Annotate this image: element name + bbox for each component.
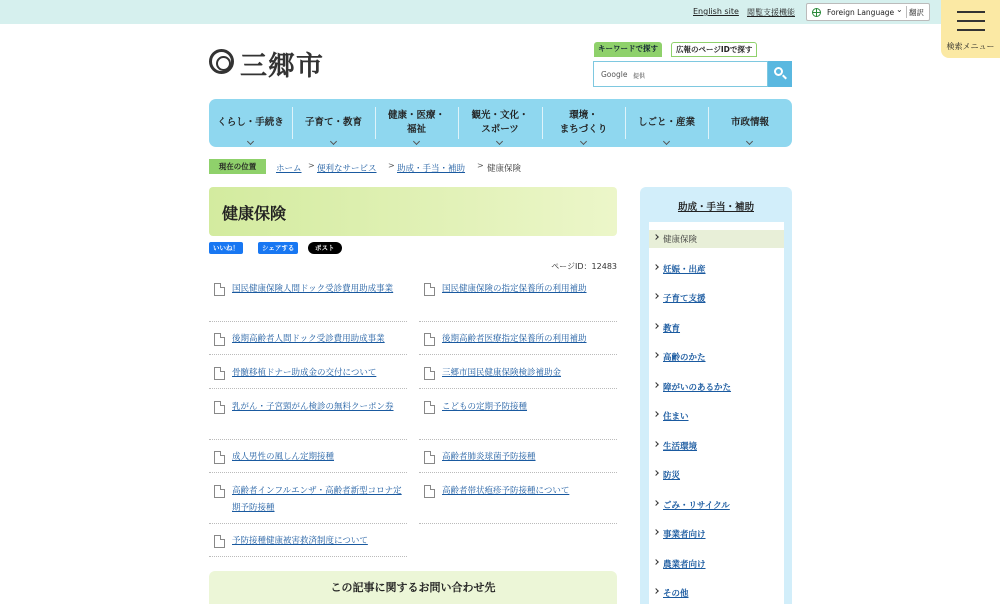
nav-label-2: まちづくり (559, 124, 608, 135)
article-link[interactable]: 三郷市国民健康保険検診補助金 (442, 368, 562, 378)
article-link[interactable]: 高齢者インフルエンザ・高齢者新型コロナ定期予防接種 (232, 486, 402, 513)
breadcrumb-badge: 現在の位置 (209, 159, 266, 174)
sidebar-item-pregnancy[interactable] (649, 260, 784, 278)
sidebar-item-label: 障がいのあるかた (663, 383, 732, 393)
article-link[interactable]: 国民健康保険の指定保養所の利用補助 (442, 284, 587, 294)
list-item (419, 365, 617, 389)
tab-pageid-search[interactable]: 広報のページIDで探す (671, 42, 757, 57)
sidebar-item-housing[interactable] (649, 407, 784, 425)
hamburger-icon (957, 11, 985, 13)
article-link[interactable]: 成人男性の風しん定期接種 (232, 452, 335, 462)
document-icon (214, 485, 225, 498)
document-icon (424, 401, 435, 414)
chevron-down-icon (662, 138, 669, 145)
sidebar (640, 187, 792, 604)
chevron-right-icon (653, 382, 659, 388)
list-item (419, 331, 617, 355)
page-title: 健康保険 (222, 204, 287, 223)
chevron-right-icon (653, 470, 659, 476)
city-emblem-icon[interactable] (209, 49, 234, 74)
document-icon (214, 283, 225, 296)
sidebar-item-agriculture[interactable] (649, 555, 784, 573)
sidebar-item-label: 事業者向け (663, 530, 706, 540)
facebook-like-button[interactable]: いいね！ (209, 242, 243, 254)
chevron-right-icon (653, 352, 659, 358)
breadcrumb-separator: > (308, 161, 315, 170)
menu-label: 検索メニュー (946, 42, 995, 51)
sidebar-item-disaster-prevention[interactable] (649, 466, 784, 484)
nav-work[interactable] (625, 99, 708, 147)
chevron-right-icon (653, 411, 659, 417)
breadcrumb-separator: > (477, 161, 484, 170)
chevron-right-icon (653, 293, 659, 299)
nav-health[interactable] (375, 99, 458, 147)
document-icon (424, 283, 435, 296)
list-item (419, 449, 617, 473)
nav-label: しごと・産業 (637, 117, 695, 128)
sidebar-item-recycling[interactable] (649, 496, 784, 514)
search-button[interactable] (768, 61, 792, 87)
article-link[interactable]: 乳がん・子宮頸がん検診の無料クーポン券 (232, 402, 394, 412)
contact-section (209, 571, 617, 604)
chevron-right-icon (653, 323, 659, 329)
search-value: 提供 (633, 73, 646, 80)
facebook-share-button[interactable]: シェアする (258, 242, 298, 254)
document-icon (424, 485, 435, 498)
sidebar-item-living-environment[interactable] (649, 437, 784, 455)
nav-label: 環境・ (569, 110, 598, 121)
breadcrumb-services[interactable]: 便利なサービス (317, 164, 377, 174)
nav-childcare[interactable] (292, 99, 375, 147)
nav-label-2: スポーツ (481, 124, 519, 135)
sidebar-item-label: 農業者向け (663, 560, 706, 570)
list-item (419, 281, 617, 322)
nav-label-2: 福祉 (406, 124, 426, 135)
sidebar-item-label: 生活環境 (663, 442, 698, 452)
chevron-right-icon (653, 529, 659, 535)
search-menu-button[interactable] (941, 0, 1000, 58)
nav-tourism[interactable] (458, 99, 542, 147)
chevron-right-icon (653, 264, 659, 270)
sidebar-item-label: 教育 (663, 324, 681, 334)
article-link[interactable]: こどもの定期予防接種 (442, 402, 528, 412)
breadcrumb-subsidy[interactable]: 助成・手当・補助 (397, 164, 466, 174)
article-link[interactable]: 国民健康保険人間ドック受診費用助成事業 (232, 284, 394, 294)
language-select-label: Foreign Language (827, 8, 895, 17)
list-item (209, 331, 407, 355)
divider (906, 6, 907, 18)
site-logo[interactable]: 三郷市 (240, 51, 324, 82)
chevron-down-icon (746, 138, 753, 145)
list-item (419, 399, 617, 440)
chevron-down-icon (246, 138, 253, 145)
accessibility-link[interactable]: 閲覧支援機能 (747, 8, 795, 17)
nav-city-info[interactable] (708, 99, 792, 147)
list-item (209, 533, 407, 557)
sidebar-item-label: ごみ・リサイクル (663, 501, 730, 511)
chevron-right-icon (653, 441, 659, 447)
translate-button[interactable]: 翻訳 (909, 8, 924, 17)
sidebar-item-elderly[interactable] (649, 348, 784, 366)
document-icon (214, 401, 225, 414)
globe-icon (812, 8, 821, 17)
nav-living[interactable] (209, 99, 292, 147)
global-nav (209, 99, 792, 147)
article-link[interactable]: 後期高齢者医療指定保養所の利用補助 (442, 334, 587, 344)
document-icon (214, 535, 225, 548)
x-post-button[interactable]: ポスト (308, 242, 342, 254)
chevron-down-icon (329, 138, 336, 145)
sidebar-item-childcare[interactable] (649, 289, 784, 307)
list-item (209, 399, 407, 440)
google-label: Google (601, 70, 628, 79)
document-icon (424, 367, 435, 380)
chevron-down-icon: ⌄ (896, 5, 903, 14)
sidebar-item-label: 高齢のかた (663, 353, 706, 363)
sidebar-item-health-insurance[interactable] (649, 230, 784, 248)
breadcrumb-separator: > (388, 161, 395, 170)
sidebar-title[interactable]: 助成・手当・補助 (677, 202, 754, 213)
tab-keyword-search[interactable]: キーワードで探す (594, 42, 662, 57)
chevron-right-icon (653, 588, 659, 594)
page-title-banner (209, 187, 617, 236)
search-input[interactable] (593, 61, 768, 87)
document-icon (214, 333, 225, 346)
chevron-down-icon (412, 138, 419, 145)
chevron-down-icon (579, 138, 586, 145)
nav-label: 健康・医療・ (387, 110, 445, 121)
contact-title: この記事に関するお問い合わせ先 (330, 581, 496, 594)
hamburger-icon-line (957, 29, 985, 31)
language-selector[interactable] (806, 3, 930, 21)
chevron-right-icon (653, 234, 659, 240)
sidebar-item-label: 子育て支援 (663, 294, 706, 304)
chevron-down-icon (496, 138, 503, 145)
nav-label: 観光・文化・ (471, 110, 529, 121)
sidebar-item-label: 妊娠・出産 (663, 265, 706, 275)
article-link[interactable]: 予防接種健康被害救済制度について (232, 536, 368, 546)
sidebar-list (649, 222, 784, 604)
sidebar-item-business[interactable] (649, 525, 784, 543)
article-link[interactable]: 後期高齢者人間ドック受診費用助成事業 (232, 334, 385, 344)
document-icon (424, 333, 435, 346)
sidebar-item-disability[interactable] (649, 378, 784, 396)
list-item (209, 281, 407, 322)
article-link[interactable]: 骨髄移植ドナー助成金の交付について (232, 368, 377, 378)
sidebar-item-label: 住まい (663, 412, 689, 422)
list-item (209, 449, 407, 473)
sidebar-item-label: その他 (663, 589, 689, 599)
list-item (209, 365, 407, 389)
document-icon (214, 367, 225, 380)
breadcrumb-current: 健康保険 (487, 164, 522, 174)
nav-label: 子育て・教育 (304, 117, 362, 128)
sidebar-item-education[interactable] (649, 319, 784, 337)
nav-environment[interactable] (542, 99, 625, 147)
article-link[interactable]: 高齢者肺炎球菌予防接種 (442, 452, 536, 462)
breadcrumb-home[interactable]: ホーム (276, 164, 302, 174)
list-item (419, 483, 617, 524)
english-site-link[interactable]: English site (693, 7, 739, 16)
article-link[interactable]: 高齢者帯状疱疹予防接種について (442, 486, 570, 496)
hamburger-icon-line (957, 20, 985, 22)
page-id: ページID：12483 (551, 262, 617, 271)
sidebar-item-other[interactable] (649, 584, 784, 602)
nav-label: 市政情報 (730, 117, 769, 128)
list-item (209, 483, 407, 524)
search-icon-handle (782, 75, 787, 80)
chevron-right-icon (653, 500, 659, 506)
sidebar-item-label: 健康保険 (663, 235, 698, 245)
document-icon (424, 451, 435, 464)
sidebar-item-label: 防災 (663, 471, 681, 481)
chevron-right-icon (653, 559, 659, 565)
nav-label: くらし・手続き (217, 117, 284, 128)
document-icon (214, 451, 225, 464)
